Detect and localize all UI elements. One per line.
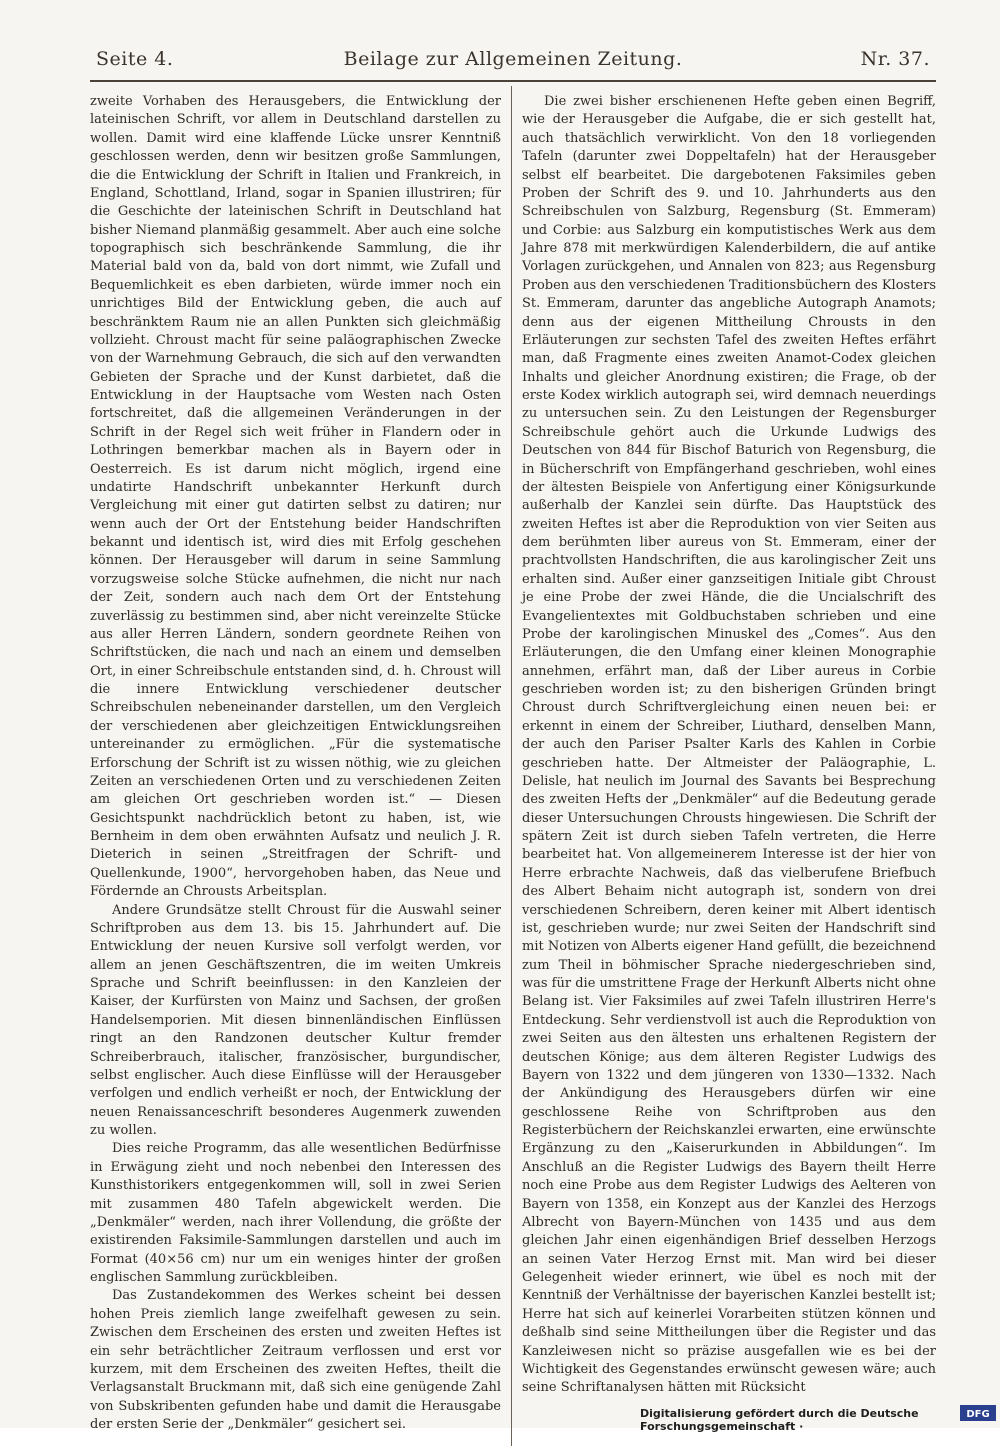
paragraph: Das Zustandekommen des Werkes scheint bei dessen hohen Preis ziemlich lange zweifelhaft gewesen zu sein. Zwischen dem Erscheinen des ersten und zweiten Heftes ist ein sehr beträchtlicher Zeitraum verflossen und erst vor kurzem, mit dem Erscheinen des zweiten Heftes, theilt die Verlagsanstalt Bruckmann mit, daß sich eine genügende Zahl von Subskribenten gefunden habe und damit die Herausgabe der ersten Serie der „Denkmäler“ gesichert sei. (90, 1288, 501, 1432)
publication-title: Beilage zur Allgemeinen Zeitung. (343, 48, 683, 70)
column-divider (511, 86, 512, 1446)
page-number: Seite 4. (96, 48, 174, 70)
footer (640, 1405, 1000, 1433)
paragraph: zweite Vorhaben des Herausgebers, die Entwicklung der lateinischen Schrift, vor allem in Deutschland darstellen zu wollen. Damit wird eine klaffende Lücke unsrer Kenntniß geschlossen werden, denn wir besitzen große Sammlungen, die die Entwicklung der Schrift in Italien und Frankreich, in England, Schottland, Irland, sogar in Spanien illustriren; für die Geschichte der lateinischen Schrift in Deutschland hat bisher Niemand planmäßig gesammelt. Aber auch eine solche topographisch sich beschränkende Sammlung, die ihr Material bald von da, bald von dort nimmt, wie Zufall und Bequemlichkeit es eben darbieten, würde immer noch ein unrichtiges Bild der Entwicklung geben, die auch auf beschränktem Raum nie an allen Punkten sich gleichmäßig vollzieht. Chroust macht für seine paläographischen Zwecke von der Warnehmung Gebrauch, die sich auf den verwandten Gebieten der Sprache und der Kunst darbietet, daß die Entwicklung in der Hauptsache vom Westen nach Osten fortschreitet, daß die allgemeinen Veränderungen in der Schrift in der Regel sich weit früher in Flandern oder in Lothringen bemerkbar machen als in Bayern oder in Oesterreich. Es ist darum nicht möglich, irgend eine undatirte Handschrift unbekannter Herkunft durch Vergleichung mit einer gut datirten selbst zu datiren; nur wenn auch der Ort der Entstehung beider Handschriften bekannt und identisch ist, wird dies mit Erfolg geschehen können. Der Herausgeber will darum in seine Sammlung vorzugsweise solche Stücke aufnehmen, die nicht nur nach der Zeit, sondern auch nach dem Ort der Entstehung zuverlässig zu bestimmen sind, aber nicht vereinzelte Stücke aus aller Herren Ländern, sondern geordnete Reihen von Schriftstücken, die nach und nach an einem und demselben Ort, in einer Schreibschule entstanden sind, d. h. Chroust will die innere Entwicklung verschiedener deutscher Schreibschulen nebeneinander darstellen, um den Vergleich der verschiedenen aber gleichzeitigen Entwicklungsreihen untereinander zu ermöglichen. „Für die systematische Erforschung der Schrift ist zu wissen nöthig, wie zu gleichen Zeiten an verschiedenen Orten und zu verschiedenen Zeiten am gleichen Ort geschrieben worden ist.“ — Diesen Gesichtspunkt nachdrücklich betont zu haben, ist, wie Bernheim in dem oben erwähnten Aufsatz und neulich J. R. Dieterich in seinen „Streitfragen der Schrift- und Quellenkunde, 1900“, hervorgehoben haben, das Neue und Fördernde an Chrousts Arbeitsplan. (90, 94, 501, 900)
digitization-credit: Digitalisierung gefördert durch die Deutsche Forschungsgemeinschaft · (640, 1407, 919, 1433)
paragraph: Andere Grundsätze stellt Chroust für die Auswahl seiner Schriftproben aus dem 13. bis 15. Jahrhundert auf. Die Entwicklung der neuen Kursive soll verfolgt werden, vor allem an jenen Geschäftszentren, die im weiten Umkreis Sprache und Schrift beeinflussen: in den Kanzleien der Kaiser, der Kurfürsten von Mainz und Sachsen, der großen Handelsemporien. Mit diesen binnenländischen Einflüssen ringt an den Randzonen deutscher Kultur fremder Schreiberbrauch, italischer, französischer, burgundischer, selbst englischer. Auch diese Einflüsse will der Herausgeber verfolgen und endlich verheißt er noch, der Entwicklung der neuen Renaissanceschrift besonderes Augenmerk zuwenden zu wollen. (90, 902, 501, 1138)
paragraph: Die zwei bisher erschienenen Hefte geben einen Begriff, wie der Herausgeber die Aufgabe, die er sich gestellt hat, auch thatsächlich verwirklicht. Von den 18 vorliegenden Tafeln (darunter zwei Doppeltafeln) hat der Herausgeber selbst elf bearbeitet. Die dargebotenen Faksimiles geben Proben der Schrift des 9. und 10. Jahrhunderts aus den Schreibschulen von Salzburg, Regensburg (St. Emmeram) und Corbie: aus Salzburg ein komputistisches Werk aus dem Jahre 878 mit merkwürdigen Kalenderbildern, die auf antike Vorlagen zurückgehen, und Annalen von 823; aus Regensburg Proben aus den verschiedenen Traditionsbüchern des Klosters St. Emmeram, darunter das angebliche Autograph Anamots; denn aus der eigenen Mittheilung Chrousts in den Erläuterungen zur sechsten Tafel des zweiten Heftes erfährt man, daß Fragmente eines zweiten Anamot-Codex gleichen Inhalts und gleicher Anordnung existiren; die Frage, ob der erste Kodex wirklich autograph sei, wird demnach neuerdings zu untersuchen sein. Zu den Leistungen der Regensburger Schreibschule gehört auch die Urkunde Ludwigs des Deutschen von 844 für Bischof Baturich von Regensburg, die in Bücherschrift von Empfängerhand geschrieben, wohl eines der ältesten Beispiele von Anfertigung einer Königsurkunde außerhalb der Kanzlei sein dürfte. Das Hauptstück des zweiten Heftes ist aber die Reproduktion von vier Seiten aus dem berühmten liber aureus von St. Emmeram, einer der prachtvollsten Handschriften, die aus karolingischer Zeit uns erhalten sind. Außer einer ganzseitigen Initiale gibt Chroust je eine Probe der zwei Hände, die die Uncialschrift des Evangelientextes mit Goldbuchstaben schrieben und eine Probe der karolingischen Minuskel des „Comes“. Aus den Erläuterungen, die den Umfang einer kleinen Monographie annehmen, erfährt man, daß der Liber aureus in Corbie geschrieben worden ist; zu den bisherigen Gründen bringt Chroust durch Schriftvergleichung einen neuen bei: er erkennt in einem der Schreiber, Liuthard, denselben Mann, der auch den Pariser Psalter Karls des Kahlen in Corbie geschrieben hatte. Der Altmeister der Paläographie, L. Delisle, hat neulich im Journal des Savants bei Besprechung des zweiten Hefts der „Denkmäler“ auf die Bedeutung gerade dieser Untersuchungen Chrousts hingewiesen. Die Schrift der spätern Zeit ist durch sieben Tafeln vertreten, die Herre bearbeitet hat. Von allgemeinerem Interesse ist der hier von Herre erbrachte Nachweis, daß das vielberufene Briefbuch des Albert Behaim nicht autograph ist, sondern von drei verschiedenen Schreibern, deren keiner mit Albert identisch ist, geschrieben wurde; nur zwei Seiten der Handschrift sind mit Notizen von Alberts eigener Hand gefüllt, die bezeichnend zum Theil in böhmischer Sprache niedergeschrieben sind, was für die umstrittene Frage der Herkunft Alberts nicht ohne Belang ist. Vier Faksimiles auf zwei Tafeln illustriren Herre's Entdeckung. Sehr verdienstvoll ist auch die Reproduktion von zwei Seiten aus den ältesten uns erhaltenen Registern der deutschen Könige; aus dem älteren Register Ludwigs des Bayern von 1322 und dem jüngeren von 1330—1332. Nach der Ankündigung des Herausgebers dürfen wir eine geschlossene Reihe von Schriftproben aus den Registerbüchern der Reichskanzlei erwarten, eine erwünschte Ergänzung zu den „Kaiserurkunden in Abbildungen“. Im Anschluß an die Register Ludwigs des Bayern theilt Herre noch eine Probe aus dem Register Ludwigs des Aelteren von Bayern von 1358, ein Konzept aus der Kanzlei des Herzogs Albrecht von Bayern-München von 1435 und aus dem gleichen Jahr einen eigenhändigen Brief desselben Herzogs an seinen Vater Herzog Ernst mit. Man wird bei dieser Gelegenheit wieder erinnert, wie übel es noch mit der Kenntniß der Verhältnisse der bayerischen Kanzlei bestellt ist; Herre hat sich auf keinerlei Vorarbeiten stützen können und deßhalb sind seine Mittheilungen über die Register und das Kanzleiwesen nicht so präzise ausgefallen wie es bei der Wichtigkeit des Gegenstandes erwünscht gewesen wäre; auch seine Schriftanalysen hätten mit Rücksicht (522, 94, 936, 1396)
paragraph: Dies reiche Programm, das alle wesentlichen Bedürfnisse in Erwägung zieht und noch nebenbei den Interessen des Kunsthistorikers entgegenkommen will, soll in zwei Serien mit zusammen 480 Tafeln abgewickelt werden. Die „Denkmäler“ werden, nach ihrer Vollendung, die größte der existirenden Faksimile-Sammlungen darstellen und auch im Format (40×56 cm) nur um ein weniges hinter der großen englischen Sammlung zurückbleiben. (90, 1141, 501, 1285)
right-column (522, 93, 936, 1398)
header-rule (90, 80, 936, 82)
left-column (90, 93, 501, 1434)
dfg-logo (960, 1405, 996, 1421)
page-header (96, 44, 930, 74)
issue-number: Nr. 37. (860, 48, 930, 70)
dfg-logo-text: DFG (966, 1409, 990, 1420)
